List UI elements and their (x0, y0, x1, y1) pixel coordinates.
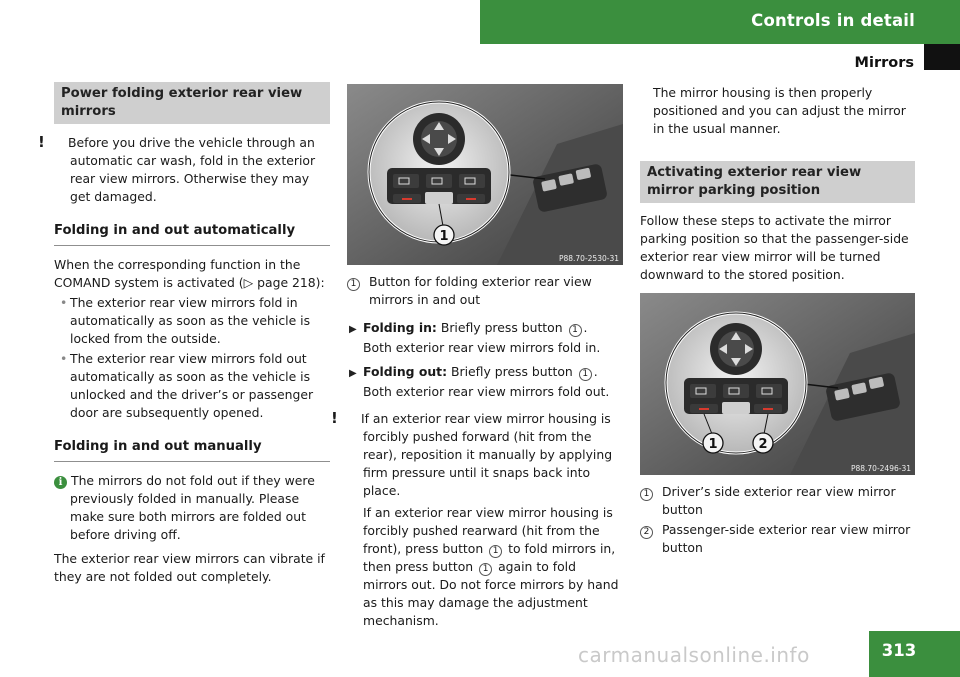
section-tab-marker (924, 44, 960, 70)
watermark: carmanualsonline.info (578, 643, 810, 667)
auto-fold-in-bullet: • The exterior rear view mirrors fold in automatically as soon as the vehicle is locked from the outside. (60, 295, 311, 346)
power-folding-heading-box: Power folding exterior rear view mirrors (54, 82, 330, 124)
page-number: 313 (881, 641, 917, 660)
auto-intro: When the corresponding function in the COMAND system is activated (▷ page 218): (54, 257, 325, 290)
manual-folding-heading: Folding in and out manually (54, 438, 330, 462)
housing-warning: ! If an exterior rear view mirror housing is forcibly pushed forward (hit from the rear), reposition it manually by applying firm pressure until it snaps back into place. (331, 409, 613, 498)
auto-folding-heading: Folding in and out automatically (54, 222, 330, 246)
chapter-title: Controls in detail (751, 11, 915, 30)
fold-in-step: ▶ Folding in: Briefly press button 1 . Both exterior rear view mirrors fold in. (349, 320, 601, 355)
figure-caption-1: 1 Driver’s side exterior rear view mirror button (640, 483, 915, 519)
mirror-parking-illustration (640, 293, 915, 475)
housing-warning-continued: If an exterior rear view mirror housing is forcibly pushed rearward (hit from the front), press button 1 to fold mirrors in, then press button 1 again to fold mirrors out. Do not force mirrors by hand as this may damage the adjustment mechanism. (363, 505, 619, 628)
vibration-note: The exterior rear view mirrors can vibrate if they are not folded out completely. (54, 551, 325, 584)
figure-code: P88.70-2496-31 (850, 464, 911, 473)
car-wash-warning: ! Before you drive the vehicle through an automatic car wash, fold in the exterior rear view mirrors. Otherwise they may get damaged. (38, 133, 316, 204)
section-title: Mirrors (854, 55, 914, 71)
callout-marker-2: 2 (640, 526, 653, 539)
housing-continued-text: The mirror housing is then properly positioned and you can adjust the mirror in the usual manner. (653, 85, 906, 136)
warning-mark: ! (38, 133, 45, 151)
bullet-dot: • (60, 295, 68, 310)
callout-marker-1: 1 (579, 368, 592, 381)
figure-code: P88.70-2530-31 (558, 254, 619, 263)
right-column (640, 84, 915, 557)
page-reference: ▷ page 218): (243, 275, 325, 290)
parking-position-heading-box: Activating exterior rear view mirror parking position (640, 161, 915, 203)
auto-fold-out-bullet: • The exterior rear view mirrors fold out automatically as soon as the vehicle is unlocked and the driver’s or passenger door are subsequently opened. (60, 351, 314, 420)
callout-marker-1: 1 (569, 324, 582, 337)
callout-marker-1: 1 (640, 488, 653, 501)
step-arrow-icon: ▶ (349, 368, 357, 379)
fold-info-note: i The mirrors do not fold out if they were previously folded in manually. Please make sure both mirrors are folded out before driving off. (54, 472, 330, 544)
callout-2: 2 (758, 437, 768, 452)
callout-1: 1 (439, 229, 449, 244)
left-column (38, 82, 330, 586)
figure-caption-2: 2 Passenger-side exterior rear view mirror button (640, 521, 915, 557)
callout-marker-1: 1 (489, 545, 502, 558)
info-icon: i (54, 476, 67, 489)
figure-caption-1: 1 Button for folding exterior rear view mirrors in and out (347, 273, 623, 309)
callout-marker-1: 1 (479, 563, 492, 576)
parking-intro: Follow these steps to activate the mirror parking position so that the passenger-side exterior rear view mirror will be turned downward to the stored position. (640, 213, 909, 282)
fold-out-step: ▶ Folding out: Briefly press button 1 . Both exterior rear view mirrors fold out. (349, 364, 610, 399)
middle-column (331, 84, 623, 630)
mirror-control-illustration (347, 84, 623, 265)
bullet-dot: • (60, 351, 68, 366)
callout-1: 1 (708, 437, 718, 452)
warning-mark: ! (331, 409, 338, 427)
callout-marker-1: 1 (347, 278, 360, 291)
step-arrow-icon: ▶ (349, 324, 357, 335)
